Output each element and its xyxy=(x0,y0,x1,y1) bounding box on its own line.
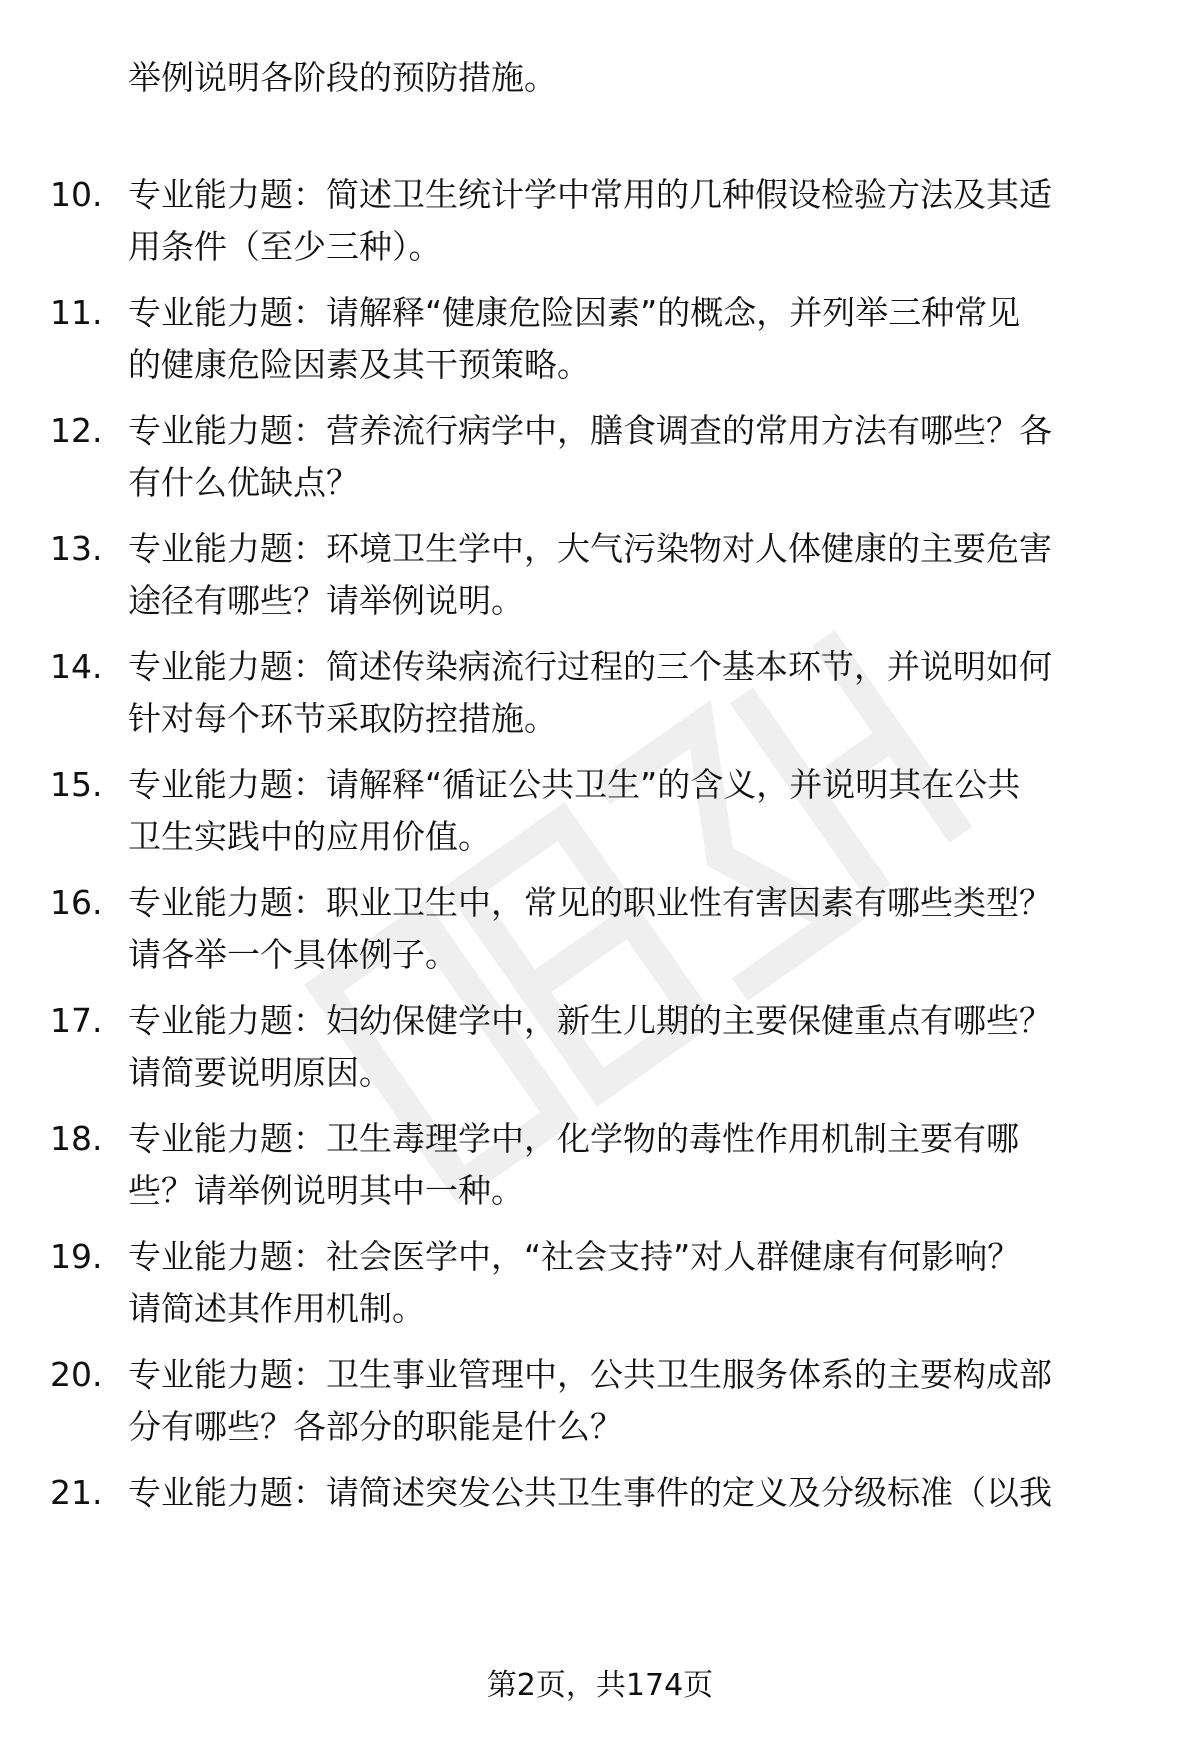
question-text: 专业能力题：社会医学中，“社会支持”对人群健康有何影响？ 请简述其作用机制。 xyxy=(128,1237,1021,1328)
question-number: 15. xyxy=(50,765,103,804)
question-number: 21. xyxy=(50,1473,103,1512)
list-item xyxy=(0,523,1200,627)
question-text: 专业能力题：简述卫生统计学中常用的几种假设检验方法及其适 用条件（至少三种）。 xyxy=(128,175,1052,266)
list-item xyxy=(0,877,1200,981)
question-number: 16. xyxy=(50,883,103,922)
list-item xyxy=(0,641,1200,745)
continued-text: 举例说明各阶段的预防措施。 xyxy=(128,58,557,97)
question-text: 专业能力题：请解释“健康危险因素”的概念，并列举三种常见 的健康危险因素及其干预策略。 xyxy=(128,293,1021,384)
question-text: 专业能力题：卫生事业管理中，公共卫生服务体系的主要构成部 分有哪些？各部分的职能是什么？ xyxy=(128,1355,1052,1446)
question-number: 10. xyxy=(50,175,103,214)
question-number: 12. xyxy=(50,411,103,450)
list-item xyxy=(0,1231,1200,1335)
question-text: 专业能力题：职业卫生中，常见的职业性有害因素有哪些类型？ 请各举一个具体例子。 xyxy=(128,883,1052,974)
question-text: 专业能力题：请简述突发公共卫生事件的定义及分级标准（以我 xyxy=(128,1473,1052,1512)
question-text: 专业能力题：环境卫生学中，大气污染物对人体健康的主要危害 途径有哪些？请举例说明。 xyxy=(128,529,1052,620)
question-number: 13. xyxy=(50,529,103,568)
question-text: 专业能力题：请解释“循证公共卫生”的含义，并说明其在公共 卫生实践中的应用价值。 xyxy=(128,765,1021,856)
question-text: 专业能力题：简述传染病流行过程的三个基本环节，并说明如何 针对每个环节采取防控措施。 xyxy=(128,647,1052,738)
list-item xyxy=(0,1113,1200,1217)
question-number: 17. xyxy=(50,1001,103,1040)
list-item xyxy=(0,169,1200,273)
question-number: 19. xyxy=(50,1237,103,1276)
page-footer: 第2页，共174页 xyxy=(486,1668,714,1703)
list-item xyxy=(0,405,1200,509)
question-number: 14. xyxy=(50,647,103,686)
question-text: 专业能力题：营养流行病学中，膳食调查的常用方法有哪些？各 有什么优缺点？ xyxy=(128,411,1052,502)
list-item xyxy=(0,759,1200,863)
question-number: 20. xyxy=(50,1355,103,1394)
question-number: 18. xyxy=(50,1119,103,1158)
question-text: 专业能力题：妇幼保健学中，新生儿期的主要保健重点有哪些？ 请简要说明原因。 xyxy=(128,1001,1052,1092)
question-number: 11. xyxy=(50,293,103,332)
question-text: 专业能力题：卫生毒理学中，化学物的毒性作用机制主要有哪 些？请举例说明其中一种。 xyxy=(128,1119,1019,1210)
list-item xyxy=(0,995,1200,1099)
list-item xyxy=(0,1467,1200,1571)
list-item xyxy=(0,287,1200,391)
list-item xyxy=(0,1349,1200,1453)
